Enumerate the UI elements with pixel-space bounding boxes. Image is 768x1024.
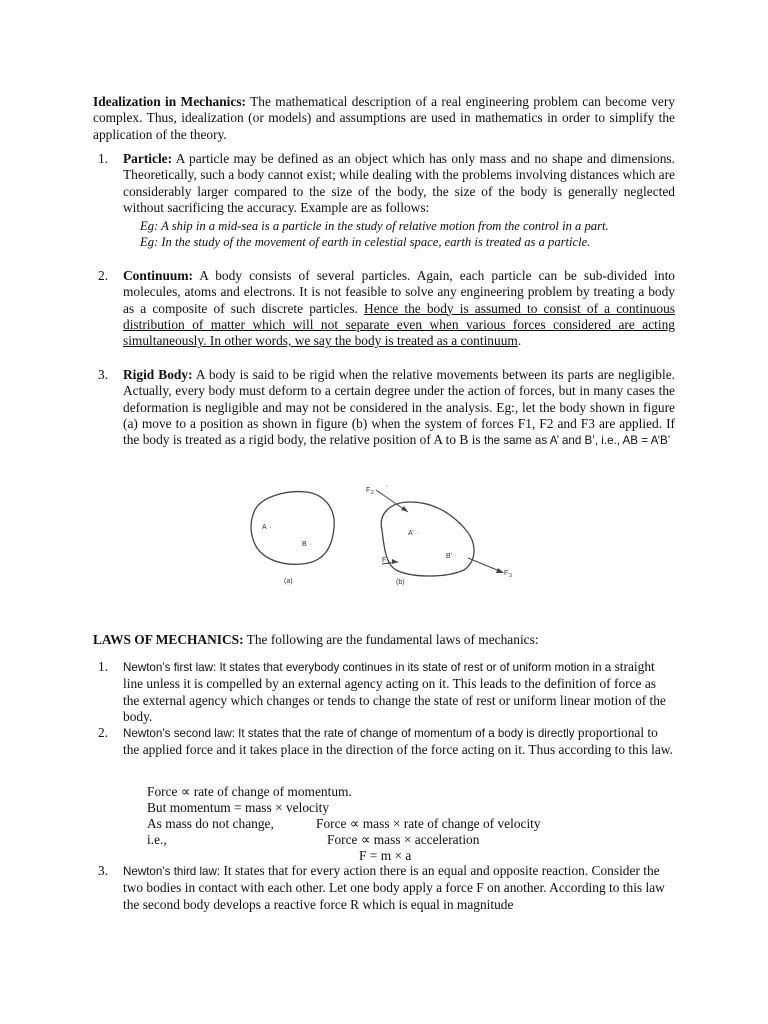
law-item-second [98,725,675,759]
point-b-prime-label: B’ [446,553,453,560]
laws-heading: LAWS OF MECHANICS: [93,632,244,647]
continuum-heading: Continuum: [123,268,193,283]
list-item-particle [98,151,675,216]
third-law-text: It states that for every action there is an equal and opposite reaction. Consider the two bodies in contact with each other. Let one body apply a force F on another. According to this law the second body develops a reactive force R which is equal in magnitude [123,863,665,912]
rigid-body-heading: Rigid Body: [123,367,193,382]
force-f1-label: F [382,557,387,564]
svg-text:2: 2 [371,490,374,496]
list-number: 3. [98,863,109,878]
third-law-label: Newton’s third law: [123,865,221,878]
svg-text:3: 3 [509,573,512,579]
rigid-body-text: A body is said to be rigid when the relative movements between its parts are negligible. Actually, every body must deform to a certain degree under the action of forces, but in many cases the deformation is negligible and may not be considered in the analysis. Eg:, let the body shown in figure (a) move to a position as shown in figure (b) when the system of forces F1, F2 and F3 are applied. If the body is treated as a rigid body, the relative position of A to B is [123,367,675,448]
example-ship: Eg: A ship in a mid-sea is a particle in the study of relative motion from the control in a part. [140,219,609,233]
first-law-text: straight line unless it is compelled by an external agency acting on it. This leads to the definition of force as the external agency which changes or tends to change the state of rest or uniform linear motion of the body. [123,659,666,724]
caption-b: (b) [396,579,405,586]
list-item-rigid-body [98,367,675,449]
list-number: 2. [98,725,109,740]
svg-text:1: 1 [387,560,390,566]
continuum-end: . [517,333,522,349]
idealization-text: The mathematical description of a real engineering problem can become very complex. Thus, idealization (or models) and assumptions are used in mathematics in order to simplify the application of the theory. [93,94,675,142]
list-number: 1. [98,659,109,674]
point-a-prime-label: A’ [408,530,414,537]
point-a-label: A [262,524,267,531]
equation-line-3-left: As mass do not change, [147,816,274,831]
rigid-body-tail: the same as A’ and B’, i.e., AB = A’B’ [484,434,671,448]
equation-line-4-left: i.e., [147,832,167,847]
idealization-paragraph [93,94,675,143]
first-law-label: Newton’s first law: [123,661,217,674]
laws-heading-paragraph [93,632,675,648]
example-earth: Eg: In the study of the movement of earth in celestial space, earth is treated as a particle. [140,235,591,249]
caption-a: (a) [284,578,293,585]
svg-text:·: · [454,553,457,560]
list-item-continuum [98,268,675,349]
second-law-label: Newton’s second law: [123,727,235,740]
continuum-text: A body consists of several particles. Again, each particle can be sub-divided into molecules, atoms and electrons. It is not feasible to solve any engineering problem by treating a body as a composite of such discrete particles. [123,268,675,316]
body-b-outline [381,502,474,576]
equation-line-4-right: Force ∝ mass × acceleration [327,832,480,847]
svg-text:·: · [269,524,272,531]
equation-line-2: But momentum = mass × velocity [147,800,330,815]
svg-text:,: , [386,482,388,488]
particle-text: A particle may be defined as an object which has only mass and no shape and dimensions. Theoretically, such a body cannot exist; while dealing with the problems involving distances which are considerably larger compared to the size of the body, the size of the body is generally neglected without sacrificing the accuracy. Example are as follows: [123,151,675,215]
force-f2-label: F [366,487,371,494]
list-number: 2. [98,268,109,283]
equation-line-5: F = m × a [359,848,412,863]
laws-intro-text: The following are the fundamental laws of mechanics: [243,632,539,647]
list-number: 3. [98,367,109,382]
rigid-body-figure [240,478,530,593]
equation-line-3-right: Force ∝ mass × rate of change of velocity [316,816,541,831]
law-item-third [98,863,675,913]
idealization-heading: Idealization in Mechanics: [93,94,247,109]
second-law-text: proportional to the applied force and it takes place in the direction of the force acting on it. Thus according to this law. [123,725,673,758]
svg-text:·: · [417,530,420,537]
force-f3-label: F [504,570,509,577]
point-b-label: B [302,541,307,548]
equation-line-1: Force ∝ rate of change of momentum. [147,784,352,799]
law-item-first [98,659,675,725]
svg-text:·: · [309,541,312,548]
list-number: 1. [98,151,109,166]
particle-heading: Particle: [123,151,173,166]
continuum-underlined-text: Hence the body is assumed to consist of a continuous distribution of matter which will not separate even when various forces considered are acting simultaneously. In other words, we say the body is treated as a continuum [123,300,675,349]
second-law-text-sans: It states that the rate of change of momentum of a body is directly [234,727,575,740]
first-law-text-sans: It states that everybody continues in its state of rest or of uniform motion in a [216,661,612,674]
